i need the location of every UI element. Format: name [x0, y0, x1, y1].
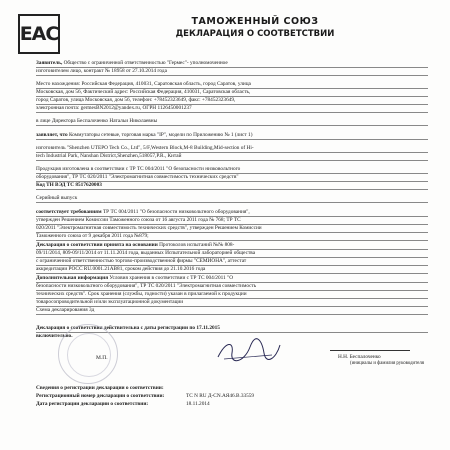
registration-date-label: Дата регистрации декларации о соответствии: [36, 401, 149, 407]
applicant-address-3: город Саратов, улица Московская, дом 56, телефон: +78452323649, факс: +78452323649, [36, 97, 428, 105]
applicant-person: в лице Директора Беспалоченко Натальи Николаевны [36, 118, 428, 126]
applicant-address-1: Место нахождения: Российская Федерация, 410031, Саратовская область, город Саратов, улица [36, 81, 428, 89]
signatory-name: Н.Н. Беспалоченко [338, 354, 381, 360]
manufacturer-line-1: изготовитель "Shenzhen UTEPO Tech Co., Ltd", 5/F,Western Block,M-8 Building,Mid-section of Hi- [36, 145, 428, 153]
signature-graphic [214, 337, 284, 365]
requirements-section [36, 209, 428, 241]
product-line-2: оборудования", ТР ТС 020/2011 "Электромагнитная совместимость технических средств" [36, 174, 428, 182]
additional-line-3: технических средств". Срок хранения (службы, годности) указан в прилагаемой к продукции [36, 291, 428, 299]
signatory-caption: (инициалы и фамилия руководителя [350, 361, 424, 366]
product-line-1: Продукция изготовлена в соответствии с ТР ТС 004/2011 "О безопасности низковольтного [36, 166, 428, 174]
applicant-address-4: электронная почта: germesBN2012@yandex.ru, ОГРН 1126450001237 [36, 105, 428, 113]
registration-date-value: 18.11.2014 [186, 401, 210, 407]
faint-stamp [58, 324, 118, 384]
serial-issue: Серийный выпуск [36, 195, 428, 203]
document-header [60, 16, 450, 40]
eac-logo-text: EAC [19, 23, 59, 45]
declaration-scheme: Схема декларирования 3д [36, 307, 428, 315]
applicant-section [36, 60, 428, 126]
document-body [36, 60, 428, 341]
requirements-label: соответствует требованиям [36, 209, 102, 215]
stamp-place-label: М.П. [96, 355, 108, 361]
declares-label: заявляет, что [36, 132, 68, 138]
applicant-line-1: Общество с ограниченной ответственностью "Гермес"- уполномоченное [63, 60, 228, 66]
requirements-line-1: ТР ТС 004/2011 "О безопасности низковольтного оборудования", [102, 209, 250, 215]
basis-label: Декларация о соответствии принята на основании [36, 242, 158, 248]
additional-line-4: товаросопроводительной и/или эксплуатационной документации [36, 299, 428, 307]
applicant-line-2: изготовителем лицо, контракт № 18958 от 27.10.2014 года [36, 68, 428, 76]
basis-section [36, 242, 428, 274]
declares-line-1: Коммутаторы сетевые, торговая марка "IP", модели по Приложению № 1 (лист 1) [68, 132, 253, 138]
basis-line-2: 09/11/2014, 809-09/11/2014 от 11.11.2014 года, выданных Испытательной лабораторией общества [36, 250, 428, 258]
additional-section [36, 275, 428, 315]
additional-label: Дополнительная информация [36, 275, 109, 281]
registration-info-label: Сведения о регистрации декларации о соответствии: [36, 385, 164, 391]
additional-line-2: безопасности низковольтного оборудования", ТР ТС 020/2011 "Электромагнитная совместимость [36, 283, 428, 291]
signature-line [330, 350, 410, 351]
manufacturer-line-2: tech Industrial Park, Nanshan District,Shenzhen,518057,P.R., Китай [36, 153, 428, 161]
applicant-label: Заявитель, [36, 60, 63, 66]
registration-section [36, 384, 428, 408]
document-title: ДЕКЛАРАЦИЯ О СООТВЕТСТВИИ [175, 29, 335, 39]
requirements-line-2: утвержден Решением Комиссии Таможенного союза от 16 августа 2011 года № 768; ТР ТС [36, 217, 428, 225]
tnved-code: Код ТН ВЭД ТС 8517620003 [36, 182, 428, 190]
eac-logo [18, 14, 60, 54]
basis-line-3: с ограниченной ответственностью торгово-производственной фирмы "СЕМИОНА", аттестат [36, 258, 428, 266]
declares-section [36, 132, 428, 203]
basis-line-1: Протоколов испытаний №№ 808- [159, 242, 235, 248]
validity-line-1: Декларация о соответствии действительна с даты регистрации по 17.11.2015 [36, 325, 428, 333]
applicant-address-2: Московская, дом 56, Фактический адрес: Российская Федерация, 410031, Саратовская область, [36, 89, 428, 97]
requirements-line-4: Таможенного союза от 9 декабря 2011 года №879; [36, 233, 428, 241]
registration-number-label: Регистрационный номер декларации о соответствии: [36, 393, 165, 399]
validity-line-2: включительно. [36, 333, 73, 339]
additional-line-1: Условия хранения в соответствии с ТР ТС 004/2011 "О [109, 275, 234, 281]
basis-line-4: аккредитации РОСС RU.0001.21АВ81, сроком действия до 21.10.2016 года [36, 266, 428, 274]
registration-number-value: ТС N RU Д-CN.АЯ46.В.33559 [186, 393, 255, 399]
requirements-line-3: 020/2011 "Электромагнитная совместимость технических средств", утвержден Решением Комиссии [36, 225, 428, 233]
union-title: ТАМОЖЕННЫЙ СОЮЗ [191, 16, 319, 27]
